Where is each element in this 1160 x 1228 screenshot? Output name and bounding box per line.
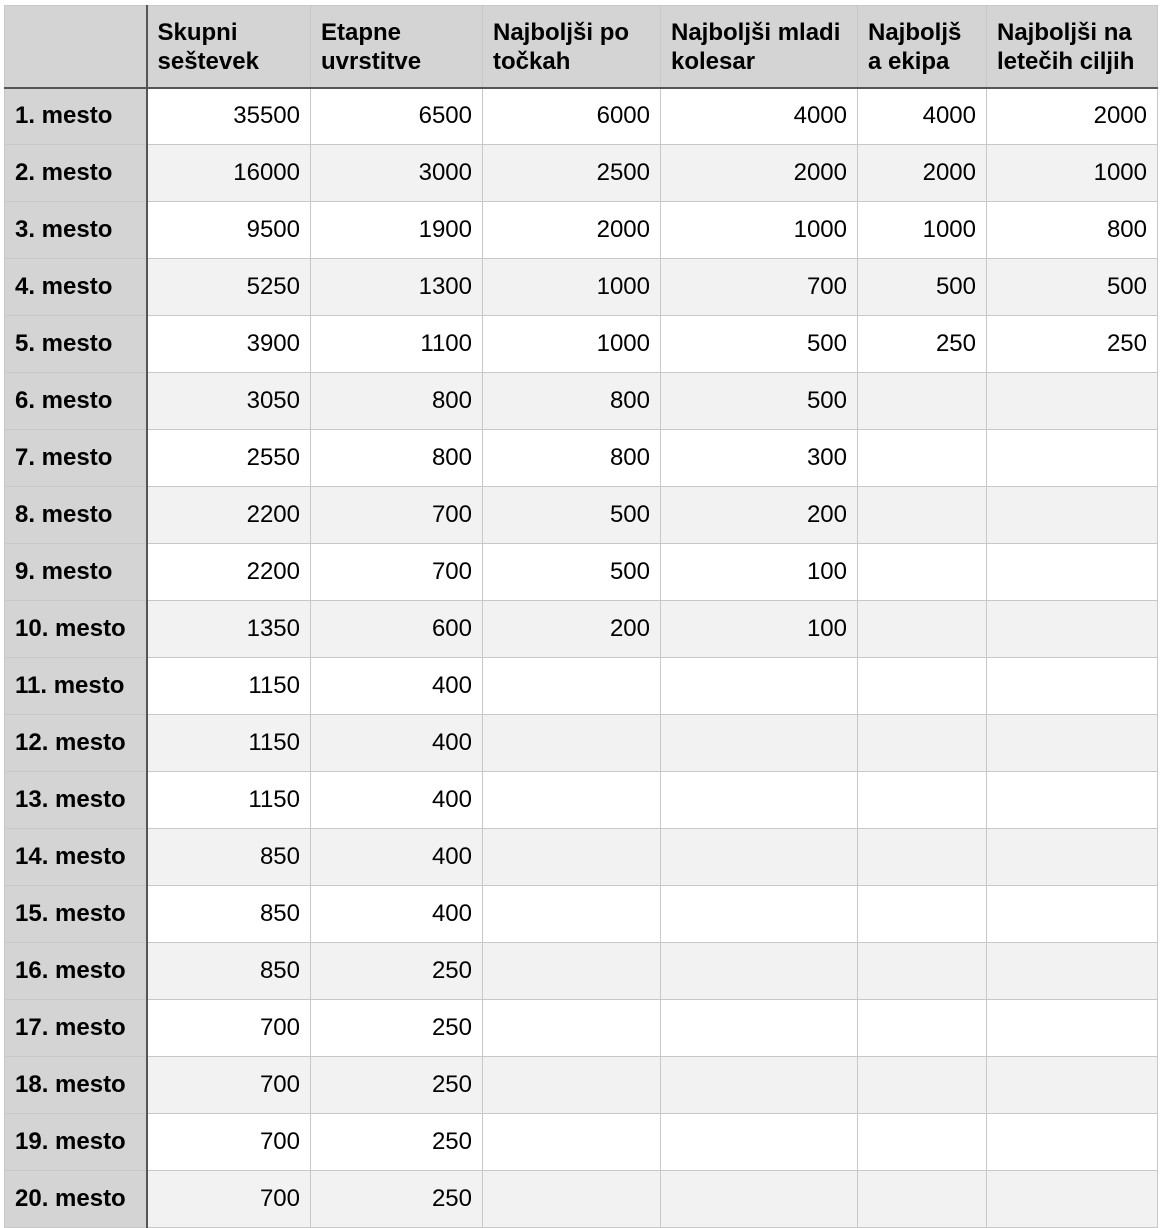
table-row: [5, 259, 1158, 316]
table-cell[interactable]: [483, 829, 661, 886]
table-row: [5, 544, 1158, 601]
table-cell[interactable]: [858, 772, 987, 829]
table-cell[interactable]: 850: [147, 886, 311, 943]
table-cell[interactable]: 400: [311, 886, 483, 943]
row-header-cell[interactable]: 6. mesto: [5, 373, 147, 430]
table-row: [5, 1114, 1158, 1171]
table-cell[interactable]: [858, 487, 987, 544]
table-cell[interactable]: 600: [311, 601, 483, 658]
table-cell[interactable]: [858, 658, 987, 715]
row-header-cell[interactable]: 2. mesto: [5, 145, 147, 202]
table-cell[interactable]: [858, 601, 987, 658]
table-cell[interactable]: 200: [483, 601, 661, 658]
table-cell[interactable]: [661, 1171, 858, 1228]
row-header-cell[interactable]: 9. mesto: [5, 544, 147, 601]
table-cell[interactable]: [987, 943, 1158, 1000]
table-cell[interactable]: 250: [311, 1000, 483, 1057]
row-header-cell[interactable]: 7. mesto: [5, 430, 147, 487]
row-header-cell[interactable]: 18. mesto: [5, 1057, 147, 1114]
table-cell[interactable]: 500: [661, 373, 858, 430]
table-cell[interactable]: [661, 829, 858, 886]
row-header-cell[interactable]: 8. mesto: [5, 487, 147, 544]
table-cell[interactable]: 6000: [483, 88, 661, 145]
table-cell[interactable]: 700: [661, 259, 858, 316]
table-cell[interactable]: [483, 1171, 661, 1228]
table-cell[interactable]: [858, 1057, 987, 1114]
table-cell[interactable]: 1900: [311, 202, 483, 259]
table-cell[interactable]: [483, 715, 661, 772]
table-cell[interactable]: [987, 772, 1158, 829]
table-cell[interactable]: [661, 886, 858, 943]
table-cell[interactable]: 400: [311, 658, 483, 715]
row-header-cell[interactable]: 14. mesto: [5, 829, 147, 886]
prize-money-table-wrapper: [4, 5, 1158, 1228]
table-cell[interactable]: [483, 658, 661, 715]
table-cell[interactable]: 1350: [147, 601, 311, 658]
table-cell[interactable]: 2500: [483, 145, 661, 202]
row-header-cell[interactable]: 16. mesto: [5, 943, 147, 1000]
row-header-cell[interactable]: 1. mesto: [5, 88, 147, 145]
header-row: [5, 6, 1158, 88]
table-cell[interactable]: [987, 829, 1158, 886]
row-header-cell[interactable]: 17. mesto: [5, 1000, 147, 1057]
table-cell[interactable]: 3050: [147, 373, 311, 430]
table-cell[interactable]: 1150: [147, 658, 311, 715]
table-cell[interactable]: [858, 715, 987, 772]
table-cell[interactable]: [987, 715, 1158, 772]
table-cell[interactable]: 250: [311, 1171, 483, 1228]
table-cell[interactable]: [987, 430, 1158, 487]
table-cell[interactable]: [858, 544, 987, 601]
table-cell[interactable]: 500: [858, 259, 987, 316]
table-cell[interactable]: [987, 1114, 1158, 1171]
table-row: [5, 487, 1158, 544]
table-cell[interactable]: [987, 544, 1158, 601]
table-cell[interactable]: 1100: [311, 316, 483, 373]
table-cell[interactable]: 800: [483, 373, 661, 430]
table-cell[interactable]: [987, 1000, 1158, 1057]
table-cell[interactable]: 800: [987, 202, 1158, 259]
row-header-cell[interactable]: 3. mesto: [5, 202, 147, 259]
column-header-najboljsi-na-letecih-ciljih[interactable]: Najboljši na letečih ciljih: [987, 6, 1158, 88]
table-cell[interactable]: 700: [147, 1000, 311, 1057]
table-cell[interactable]: [858, 829, 987, 886]
table-cell[interactable]: 850: [147, 943, 311, 1000]
table-cell[interactable]: 500: [483, 487, 661, 544]
row-header-cell[interactable]: 20. mesto: [5, 1171, 147, 1228]
table-cell[interactable]: 250: [858, 316, 987, 373]
row-header-cell[interactable]: 15. mesto: [5, 886, 147, 943]
row-header-cell[interactable]: 13. mesto: [5, 772, 147, 829]
corner-header-cell: [5, 6, 147, 88]
table-cell[interactable]: 700: [311, 544, 483, 601]
column-header-najboljsa-ekipa[interactable]: Najboljš a ekipa: [858, 6, 987, 88]
table-cell[interactable]: [987, 487, 1158, 544]
table-cell[interactable]: 2000: [483, 202, 661, 259]
table-cell[interactable]: 700: [147, 1114, 311, 1171]
table-cell[interactable]: 500: [987, 259, 1158, 316]
table-cell[interactable]: [483, 1000, 661, 1057]
table-cell[interactable]: [858, 430, 987, 487]
row-header-cell[interactable]: 11. mesto: [5, 658, 147, 715]
table-cell[interactable]: [987, 886, 1158, 943]
table-row: [5, 829, 1158, 886]
table-cell[interactable]: 1000: [661, 202, 858, 259]
table-cell[interactable]: 850: [147, 829, 311, 886]
table-cell[interactable]: 1300: [311, 259, 483, 316]
table-cell[interactable]: 6500: [311, 88, 483, 145]
row-header-cell[interactable]: 5. mesto: [5, 316, 147, 373]
table-cell[interactable]: 800: [311, 373, 483, 430]
table-cell[interactable]: [661, 772, 858, 829]
table-row: [5, 1057, 1158, 1114]
table-row: [5, 658, 1158, 715]
table-row: [5, 601, 1158, 658]
table-cell[interactable]: 1150: [147, 772, 311, 829]
table-row: [5, 1000, 1158, 1057]
row-header-cell[interactable]: 10. mesto: [5, 601, 147, 658]
table-cell[interactable]: [987, 658, 1158, 715]
table-cell[interactable]: 2000: [661, 145, 858, 202]
column-header-skupni-sestevek[interactable]: Skupni seštevek: [147, 6, 311, 88]
table-cell[interactable]: [987, 1171, 1158, 1228]
prize-money-table: [4, 5, 1158, 1228]
table-cell[interactable]: [858, 1000, 987, 1057]
table-cell[interactable]: [858, 373, 987, 430]
table-cell[interactable]: [858, 1114, 987, 1171]
table-cell[interactable]: 2000: [987, 88, 1158, 145]
table-cell[interactable]: 2000: [858, 145, 987, 202]
table-cell[interactable]: [661, 943, 858, 1000]
table-cell[interactable]: [483, 1114, 661, 1171]
table-cell[interactable]: [661, 715, 858, 772]
table-cell[interactable]: [661, 658, 858, 715]
table-cell[interactable]: 250: [311, 1114, 483, 1171]
column-header-etapne-uvrstitve[interactable]: Etapne uvrstitve: [311, 6, 483, 88]
table-cell[interactable]: 1000: [483, 316, 661, 373]
table-cell[interactable]: 100: [661, 544, 858, 601]
table-cell[interactable]: 4000: [858, 88, 987, 145]
table-cell[interactable]: 700: [147, 1057, 311, 1114]
table-cell[interactable]: 250: [311, 1057, 483, 1114]
table-row: [5, 943, 1158, 1000]
column-header-najboljsi-mladi-kolesar[interactable]: Najboljši mladi kolesar: [661, 6, 858, 88]
table-cell[interactable]: 200: [661, 487, 858, 544]
table-cell[interactable]: 250: [311, 943, 483, 1000]
table-row: [5, 886, 1158, 943]
table-body: [5, 88, 1158, 1228]
table-cell[interactable]: [483, 1057, 661, 1114]
table-cell[interactable]: 4000: [661, 88, 858, 145]
table-cell[interactable]: 800: [483, 430, 661, 487]
table-cell[interactable]: 9500: [147, 202, 311, 259]
table-cell[interactable]: 1150: [147, 715, 311, 772]
table-cell[interactable]: 3900: [147, 316, 311, 373]
table-cell[interactable]: [483, 772, 661, 829]
table-cell[interactable]: [661, 1114, 858, 1171]
table-cell[interactable]: 400: [311, 829, 483, 886]
table-cell[interactable]: 1000: [987, 145, 1158, 202]
table-cell[interactable]: [483, 886, 661, 943]
table-cell[interactable]: [483, 943, 661, 1000]
table-cell[interactable]: 5250: [147, 259, 311, 316]
table-cell[interactable]: 300: [661, 430, 858, 487]
table-row: [5, 772, 1158, 829]
row-header-cell[interactable]: 12. mesto: [5, 715, 147, 772]
table-cell[interactable]: 700: [311, 487, 483, 544]
table-row: [5, 430, 1158, 487]
table-cell[interactable]: 500: [661, 316, 858, 373]
table-cell[interactable]: 2200: [147, 544, 311, 601]
table-cell[interactable]: 250: [987, 316, 1158, 373]
column-header-najboljsi-po-tockah[interactable]: Najboljši po točkah: [483, 6, 661, 88]
table-cell[interactable]: [987, 1057, 1158, 1114]
table-cell[interactable]: 400: [311, 715, 483, 772]
table-row: [5, 373, 1158, 430]
table-cell[interactable]: 1000: [483, 259, 661, 316]
table-row: [5, 316, 1158, 373]
row-header-cell[interactable]: 4. mesto: [5, 259, 147, 316]
table-cell[interactable]: [661, 1057, 858, 1114]
table-cell[interactable]: [987, 373, 1158, 430]
table-cell[interactable]: 16000: [147, 145, 311, 202]
table-row: [5, 202, 1158, 259]
table-row: [5, 88, 1158, 145]
table-cell[interactable]: 700: [147, 1171, 311, 1228]
table-cell[interactable]: 3000: [311, 145, 483, 202]
row-header-cell[interactable]: 19. mesto: [5, 1114, 147, 1171]
table-cell[interactable]: 100: [661, 601, 858, 658]
table-cell[interactable]: 400: [311, 772, 483, 829]
table-cell[interactable]: 35500: [147, 88, 311, 145]
table-row: [5, 715, 1158, 772]
table-row: [5, 1171, 1158, 1228]
table-cell[interactable]: 2200: [147, 487, 311, 544]
table-cell[interactable]: [858, 886, 987, 943]
table-cell[interactable]: [858, 1171, 987, 1228]
table-cell[interactable]: [987, 601, 1158, 658]
table-row: [5, 145, 1158, 202]
table-cell[interactable]: 2550: [147, 430, 311, 487]
table-cell[interactable]: 500: [483, 544, 661, 601]
table-cell[interactable]: [661, 1000, 858, 1057]
table-cell[interactable]: 1000: [858, 202, 987, 259]
table-cell[interactable]: 800: [311, 430, 483, 487]
table-cell[interactable]: [858, 943, 987, 1000]
